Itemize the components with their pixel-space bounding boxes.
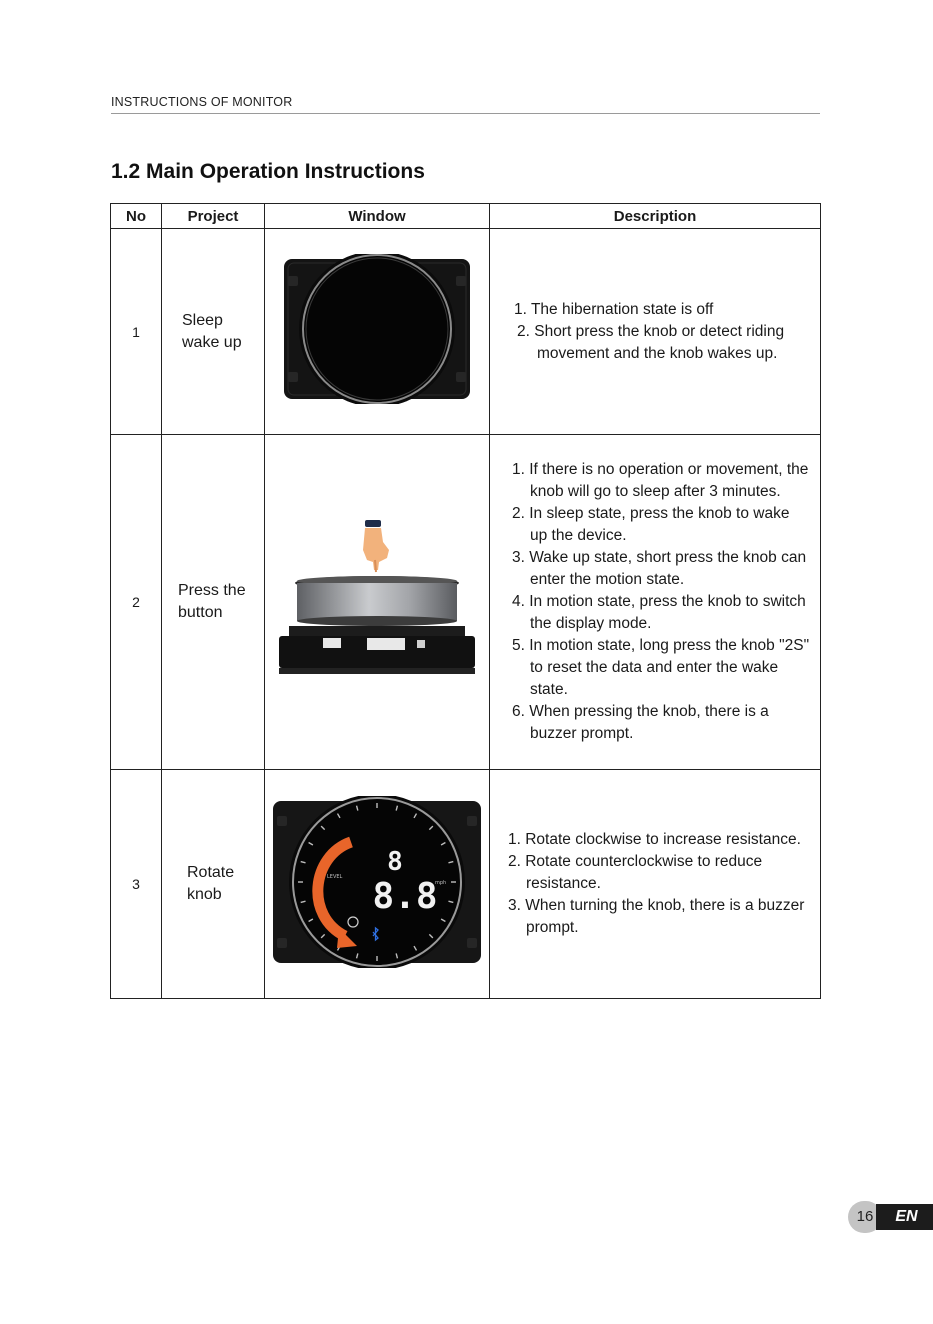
description-list: [514, 299, 810, 365]
description-item: 1. The hibernation state is off: [514, 300, 714, 318]
operation-table: [110, 203, 821, 999]
description-item: 1. If there is no operation or movement, the knob will go to sleep after 3 minutes.: [512, 461, 809, 500]
project-label-line: Sleep: [182, 311, 223, 329]
column-header-window: Window: [265, 204, 490, 229]
description-item: 2. Short press the knob or detect riding movement and the knob wakes up.: [517, 322, 785, 362]
project-label-line: Rotate: [187, 864, 235, 881]
running-header: INSTRUCTIONS OF MONITOR: [111, 95, 293, 109]
description-item: 2. In sleep state, press the knob to wake up the device.: [512, 505, 790, 544]
description-item: 3. When turning the knob, there is a buzzer prompt.: [508, 897, 805, 936]
monitor-display-image: [271, 796, 483, 968]
window-cell: [265, 229, 490, 435]
column-header-description: Description: [490, 204, 821, 229]
table-row: [111, 770, 821, 999]
row-number: 3: [111, 770, 162, 999]
language-badge: EN: [876, 1204, 933, 1230]
description-item: 6. When pressing the knob, there is a buzzer prompt.: [512, 703, 769, 742]
speed-digits: 8.8: [372, 875, 438, 917]
project-cell: [162, 770, 265, 999]
knob-press-image: [275, 520, 480, 680]
section-title: 1.2 Main Operation Instructions: [111, 160, 425, 183]
description-item: 2. Rotate counterclockwise to reduce resistance.: [508, 853, 763, 892]
level-digit: 8: [387, 846, 403, 877]
project-label-line: button: [178, 604, 223, 621]
window-cell: [265, 435, 490, 770]
row-number: 1: [111, 229, 162, 435]
project-cell: [162, 435, 265, 770]
description-item: 3. Wake up state, short press the knob can enter the motion state.: [512, 549, 807, 588]
column-header-no: No: [111, 204, 162, 229]
description-item: 1. Rotate clockwise to increase resistance.: [508, 831, 801, 848]
page-number-badge: 16: [848, 1201, 882, 1233]
description-cell: [490, 435, 821, 770]
header-divider: [111, 113, 820, 114]
description-list: [512, 459, 810, 745]
description-cell: [490, 229, 821, 435]
table-header-row: [111, 204, 821, 229]
project-label-line: knob: [187, 886, 222, 903]
description-item: 5. In motion state, long press the knob "2S" to reset the data and enter the wake state.: [512, 637, 810, 698]
row-number: 2: [111, 435, 162, 770]
table-row: [111, 435, 821, 770]
svg-text:mph: mph: [435, 879, 447, 886]
project-label-line: Press the: [178, 582, 246, 599]
monitor-off-image: [282, 254, 472, 404]
project-label-line: wake up: [182, 333, 242, 351]
column-header-project: Project: [162, 204, 265, 229]
window-cell: [265, 770, 490, 999]
description-item: 4. In motion state, press the knob to switch the display mode.: [512, 593, 806, 632]
description-list: [508, 829, 812, 939]
finger-press-icon: [363, 520, 389, 572]
project-cell: [162, 229, 265, 435]
description-cell: [490, 770, 821, 999]
table-row: [111, 229, 821, 435]
svg-text:LEVEL: LEVEL: [327, 873, 343, 880]
